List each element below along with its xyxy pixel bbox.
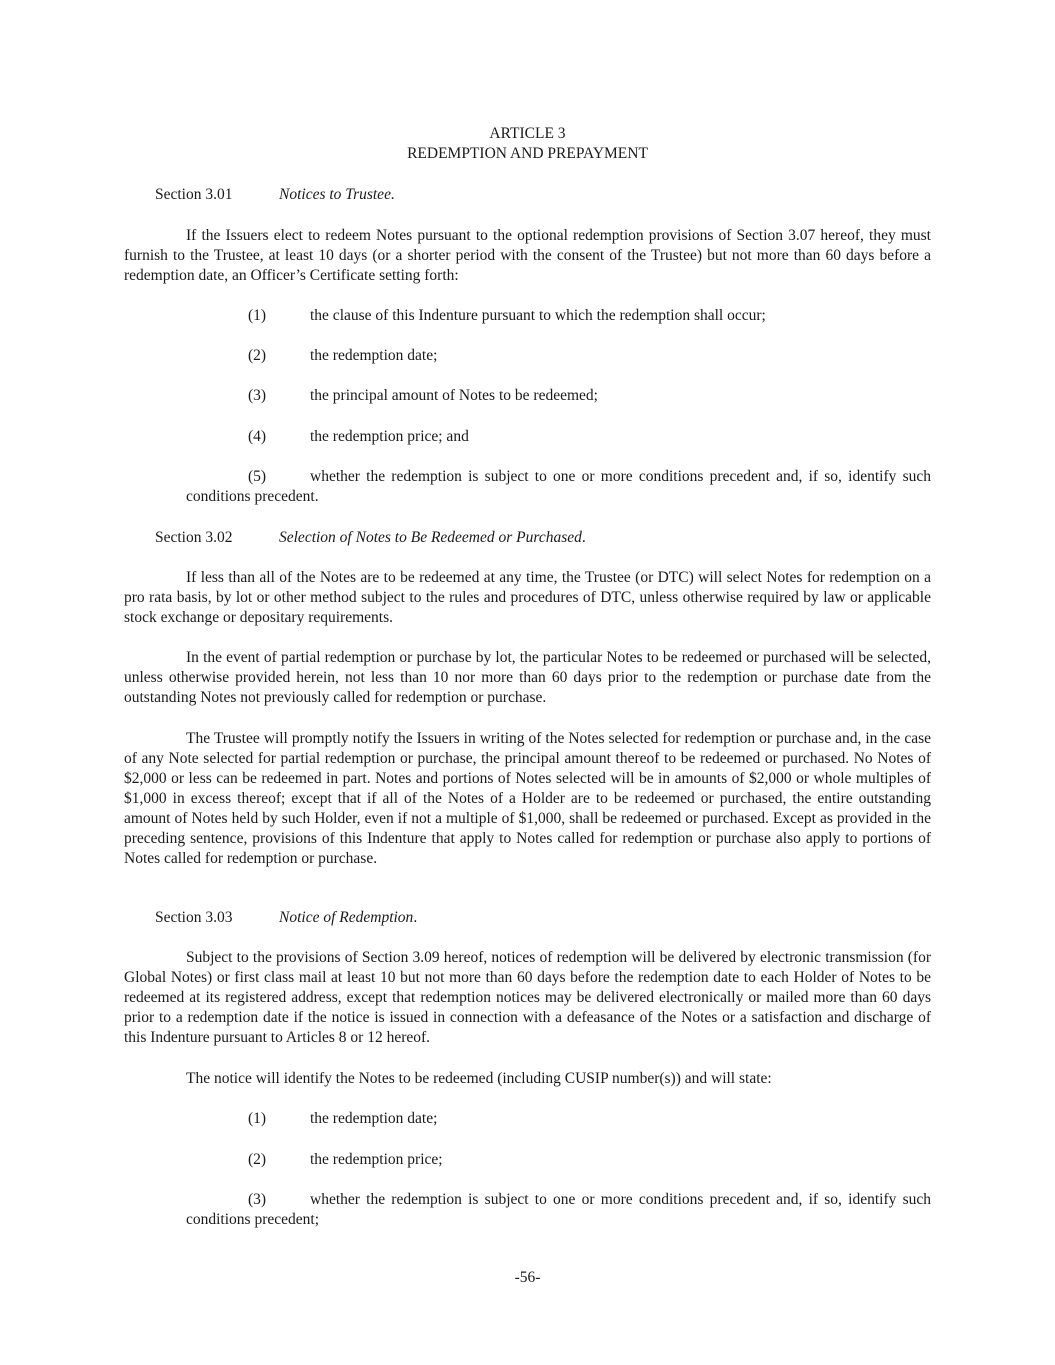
section-3-02-heading: Selection of Notes to Be Redeemed or Purchased.: [279, 529, 586, 546]
list-item-text: the redemption price;: [310, 1151, 443, 1168]
section-3-03-title: Notice of Redemption: [279, 909, 414, 926]
article-title: REDEMPTION AND PREPAYMENT: [407, 145, 648, 162]
list-item-number: (3): [248, 387, 267, 404]
list-item-number: (1): [248, 307, 267, 324]
list-item-text: the redemption price; and: [310, 428, 469, 445]
section-3-01-number: Section 3.01: [155, 186, 233, 203]
section-3-02-title: Selection of Notes to Be Redeemed or Purchased: [279, 529, 582, 546]
section-3-03-heading: Notice of Redemption.: [279, 909, 418, 926]
section-3-03-paragraph-1: Subject to the provisions of Section 3.09 hereof, notices of redemption will be delivered by electronic transmission (for Global Notes) or first class mail at least 10 but not more than 60 days before the redemption date to each Holder of Notes to be redeemed at its registered address, except that redemption notices may be delivered electronically or mailed more than 60 days prior to a redemption date if the notice is issued in connection with a defeasance of the Notes or a satisfaction and discharge of this Indenture pursuant to Articles 8 or 12 hereof.: [124, 949, 931, 1046]
list-item-text: whether the redemption is subject to one or more conditions precedent and, if so, identify such conditions precedent;: [186, 1191, 931, 1228]
list-item-text: the clause of this Indenture pursuant to which the redemption shall occur;: [310, 307, 766, 324]
section-3-03-number: Section 3.03: [155, 909, 233, 926]
page-number: -56-: [514, 1269, 541, 1286]
list-item: [186, 467, 931, 507]
list-item-number: (4): [248, 428, 267, 445]
list-item-number: (2): [248, 347, 267, 364]
list-item-number: (1): [248, 1110, 267, 1127]
list-item: [186, 1190, 931, 1230]
list-item-number: (5): [248, 468, 267, 485]
section-3-01-title: Notices to Trustee: [279, 186, 391, 203]
article-number: ARTICLE 3: [489, 125, 566, 142]
section-3-02-paragraph-2: In the event of partial redemption or purchase by lot, the particular Notes to be redeemed or purchased will be selected, unless otherwise provided herein, not less than 10 nor more than 60 days prior to the redemption or purchase date from the outstanding Notes not previously called for redemption or purchase.: [124, 649, 931, 706]
list-item-text: the redemption date;: [310, 1110, 438, 1127]
section-3-02-paragraph-3: The Trustee will promptly notify the Issuers in writing of the Notes selected for redemption or purchase and, in the case of any Note selected for partial redemption or purchase, the principal amount thereof to be redeemed or purchased. No Notes of $2,000 or less can be redeemed in part. Notes and portions of Notes selected will be in amounts of $2,000 or whole multiples of $1,000 in excess thereof; except that if all of the Notes of a Holder are to be redeemed or purchased, the entire outstanding amount of Notes held by such Holder, even if not a multiple of $1,000, shall be redeemed or purchased. Except as provided in the preceding sentence, provisions of this Indenture that apply to Notes called for redemption or purchase also apply to portions of Notes called for redemption or purchase.: [124, 730, 931, 867]
section-3-01-paragraph-1: If the Issuers elect to redeem Notes pursuant to the optional redemption provisions of Section 3.07 hereof, they must furnish to the Trustee, at least 10 days (or a shorter period with the consent of the Trustee) but not more than 60 days before a redemption date, an Officer’s Certificate setting forth:: [124, 227, 931, 284]
section-3-01-heading: Notices to Trustee.: [279, 186, 395, 203]
list-item-text: the redemption date;: [310, 347, 438, 364]
list-item-number: (2): [248, 1151, 267, 1168]
list-item-text: the principal amount of Notes to be redeemed;: [310, 387, 598, 404]
list-item-number: (3): [248, 1191, 267, 1208]
section-3-02-number: Section 3.02: [155, 529, 233, 546]
list-item-text: whether the redemption is subject to one or more conditions precedent and, if so, identify such conditions precedent.: [186, 468, 931, 505]
section-3-02-paragraph-1: If less than all of the Notes are to be redeemed at any time, the Trustee (or DTC) will select Notes for redemption on a pro rata basis, by lot or other method subject to the rules and procedures of DTC, unless otherwise required by law or applicable stock exchange or depositary requirements.: [124, 569, 931, 626]
section-3-03-paragraph-2: The notice will identify the Notes to be redeemed (including CUSIP number(s)) and will state:: [186, 1070, 772, 1087]
